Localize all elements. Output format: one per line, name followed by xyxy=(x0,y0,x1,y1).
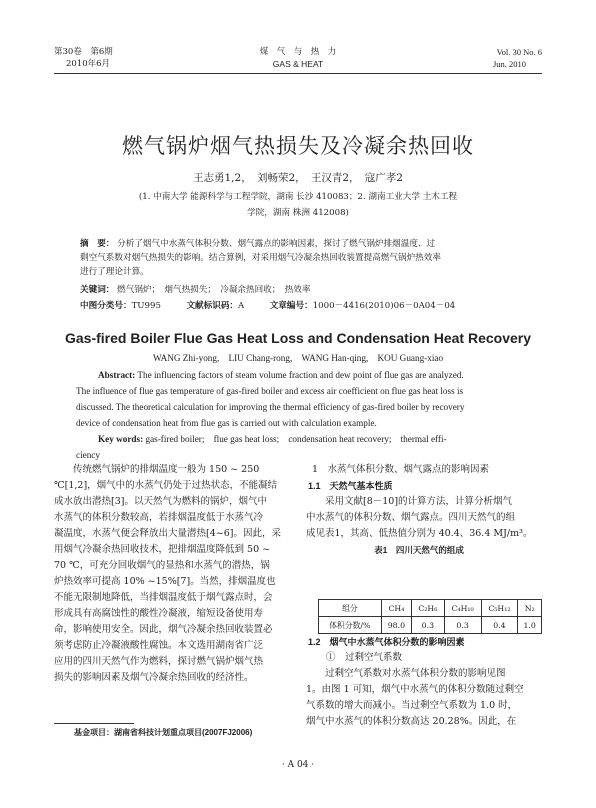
table-header-cell: C₄H₁₀ xyxy=(444,600,481,617)
clc-value: TU995 xyxy=(131,301,161,311)
keywords-en-label: Key words: xyxy=(98,434,144,444)
page-title-en: Gas-fired Boiler Flue Gas Heat Loss and Condensation Heat Recovery xyxy=(64,330,531,346)
table-header-cell: 组分 xyxy=(319,600,382,617)
table-cell: 0.4 xyxy=(481,617,518,634)
body-text-line: 凝温度，水蒸气便会释放出大量潜热[4~6]。因此，采 xyxy=(54,528,281,539)
body-text-line: 须考虑防止冷凝液酸性腐蚀。本文选用湖南省广泛 xyxy=(54,640,264,651)
section1-heading: 1 水蒸气体积分数、烟气露点的影响因素 xyxy=(312,464,490,475)
table-header-cell: N₂ xyxy=(518,600,542,617)
body-text-line: 水蒸气的体积分数较高，若排烟温度低于水蒸气冷 xyxy=(54,512,264,523)
factor-item-1: ① 过剩空气系数 xyxy=(326,652,403,663)
table-header-cell: C₂H₆ xyxy=(412,600,445,617)
authors-en: WANG Zhi-yong, LIU Chang-rong, WANG Han-qing, KOU Guang-xiao xyxy=(152,353,444,363)
section1-2-para-line3: 气系数的增大而减小。当过剩空气系数为 1.0 时， xyxy=(306,700,518,711)
abstract-cn-line2: 剩空气系数对烟气热损失的影响。结合算例，对采用烟气冷凝余热回收装置提高燃气锅炉热效率 xyxy=(80,253,441,263)
body-right-column xyxy=(306,462,546,558)
table-cell: 1.0 xyxy=(518,617,542,634)
date-en: Jun. 2010 xyxy=(492,59,526,69)
section1-2-heading: 1.2 烟气中水蒸气体积分数的影响因素 xyxy=(308,637,465,647)
doc-code-label: 文献标识码： xyxy=(186,301,239,311)
header-rule xyxy=(54,73,542,74)
body-text-line: 命，影响使用安全。因此，烟气冷凝余热回收装置必 xyxy=(54,624,273,635)
section1-para-line2: 中水蒸气的体积分数、烟气露点。四川天然气的组 xyxy=(306,512,516,523)
section1-2-para-line4: 烟气中水蒸气的体积分数高达 20.28%。因此，在 xyxy=(306,716,517,727)
table-cell: 0.3 xyxy=(412,617,445,634)
page-title-cn: 燃气锅炉烟气热损失及冷凝余热回收 xyxy=(122,134,474,158)
keywords-cn-text: 燃气锅炉； 烟气热损失； 冷凝余热回收； 热效率 xyxy=(117,285,311,295)
body-text-line: 不能无限制地降低，当排烟温度低于烟气露点时，会 xyxy=(54,592,273,603)
funding-footnote: 基金项目：湖南省科技计划重点项目(2007FJ2006) xyxy=(74,728,253,737)
journal-title-cn: 煤 气 与 热 力 xyxy=(259,47,337,57)
table-header-cell: C₅H₁₂ xyxy=(481,600,518,617)
authors-cn: 王志勇1,2， 刘畅荣2， 王汉青2， 寇广孝2 xyxy=(193,172,403,184)
body-text-line: 传统燃气锅炉的排烟温度一般为 150 ~ 250 xyxy=(54,464,260,475)
keywords-en-line1: gas-fired boiler; flue gas heat loss; condensation heat recovery; thermal effi- xyxy=(145,434,447,444)
table-cell: 体积分数/% xyxy=(319,617,382,634)
table-cell: 98.0 xyxy=(381,617,411,634)
volume-cn: 第30卷 第6期 xyxy=(54,47,113,57)
abstract-cn xyxy=(80,237,530,279)
section1-2-block xyxy=(306,634,546,730)
clc-label: 中图分类号： xyxy=(80,301,132,311)
abstract-en-line4: device of condensation heat from flue gas is carried out with calculation example. xyxy=(76,418,377,428)
table-row xyxy=(319,617,542,634)
body-text-line: 应用的四川天然气作为燃料，探讨燃气锅炉烟气热 xyxy=(54,656,264,667)
affiliation-cn-line1: (1. 中南大学 能源科学与工程学院，湖南 长沙 410083；2. 湖南工业大学 土木工程 xyxy=(138,192,458,202)
abstract-cn-line1: 分析了烟气中水蒸气体积分数、烟气露点的影响因素，探讨了燃气锅炉排烟温度、过 xyxy=(117,239,436,249)
article-no-value: 1000－4416(2010)06－0A04－04 xyxy=(312,301,456,311)
body-text-line: 形成具有高腐蚀性的酸性冷凝液，缩短设备使用寿 xyxy=(54,608,264,619)
footnote-rule xyxy=(54,723,134,724)
abstract-cn-label: 摘 要： xyxy=(80,239,115,249)
classification-line xyxy=(80,299,530,313)
table-cell: 0.3 xyxy=(444,617,481,634)
body-text-line: 炉热效率可提高 10% ~15%[7]。当然，排烟温度也 xyxy=(54,576,276,587)
abstract-en xyxy=(76,367,530,463)
section1-2-para-line1: 过剩空气系数对水蒸气体积分数的影响见图 xyxy=(306,668,506,679)
section1-1-heading: 1.1 天然气基本性质 xyxy=(308,481,393,491)
article-no-label: 文章编号： xyxy=(269,301,313,311)
abstract-en-label: Abstract: xyxy=(98,370,136,380)
section1-para-line3: 成见表1，其高、低热值分别为 40.4、36.4 MJ/m³。 xyxy=(306,528,533,539)
body-text-line: 70 ℃，可充分回收烟气的显热和水蒸气的潜热，锅 xyxy=(54,560,270,571)
journal-title-en: GAS & HEAT xyxy=(272,59,324,69)
body-text-line: 损失的影响因素及烟气冷凝余热回收的经济性。 xyxy=(54,672,254,683)
body-text-line: ℃[1,2]，烟气中的水蒸气仍处于过热状态，不能凝结 xyxy=(54,480,278,491)
body-text-line: 成水放出潜热[3]。以天然气为燃料的锅炉，烟气中 xyxy=(54,496,267,507)
doc-code-value: A xyxy=(238,301,245,311)
keywords-cn-label: 关键词： xyxy=(80,285,115,295)
volume-en: Vol. 30 No. 6 xyxy=(496,47,542,57)
gas-composition-table xyxy=(318,599,542,634)
table-header-row xyxy=(319,600,542,617)
keywords-en-line2: ciency xyxy=(76,450,100,460)
keywords-cn xyxy=(80,283,310,297)
affiliation-cn-line2: 学院，湖南 株洲 412008) xyxy=(247,208,349,218)
abstract-en-line1: The influencing factors of steam volume fraction and dew point of flue gas are analyzed. xyxy=(137,370,464,380)
table-header-cell: CH₄ xyxy=(381,600,411,617)
page-number: · A 04 · xyxy=(281,760,315,770)
section1-2-para-line2: 1。由图 1 可知，烟气中水蒸气的体积分数随过剩空 xyxy=(306,684,524,695)
body-text-line: 用烟气冷凝余热回收技术，把排烟温度降低到 50 ~ xyxy=(54,544,271,555)
abstract-en-line2: The influence of flue gas temperature of gas-fired boiler and excess air coefficient on flue gas heat loss is xyxy=(76,386,464,396)
abstract-cn-line3: 进行了理论计算。 xyxy=(80,267,149,277)
body-left-column xyxy=(54,462,294,686)
table1-caption: 表1 四川天然气的组成 xyxy=(374,545,464,555)
abstract-en-line3: discussed. The theoretical calculation for improving the thermal efficiency of gas-fired boiler by recovery xyxy=(76,402,465,412)
date-cn: 2010年6月 xyxy=(66,59,111,69)
section1-para-line1: 采用文献[8－10]的计算方法，计算分析烟气 xyxy=(306,496,513,507)
